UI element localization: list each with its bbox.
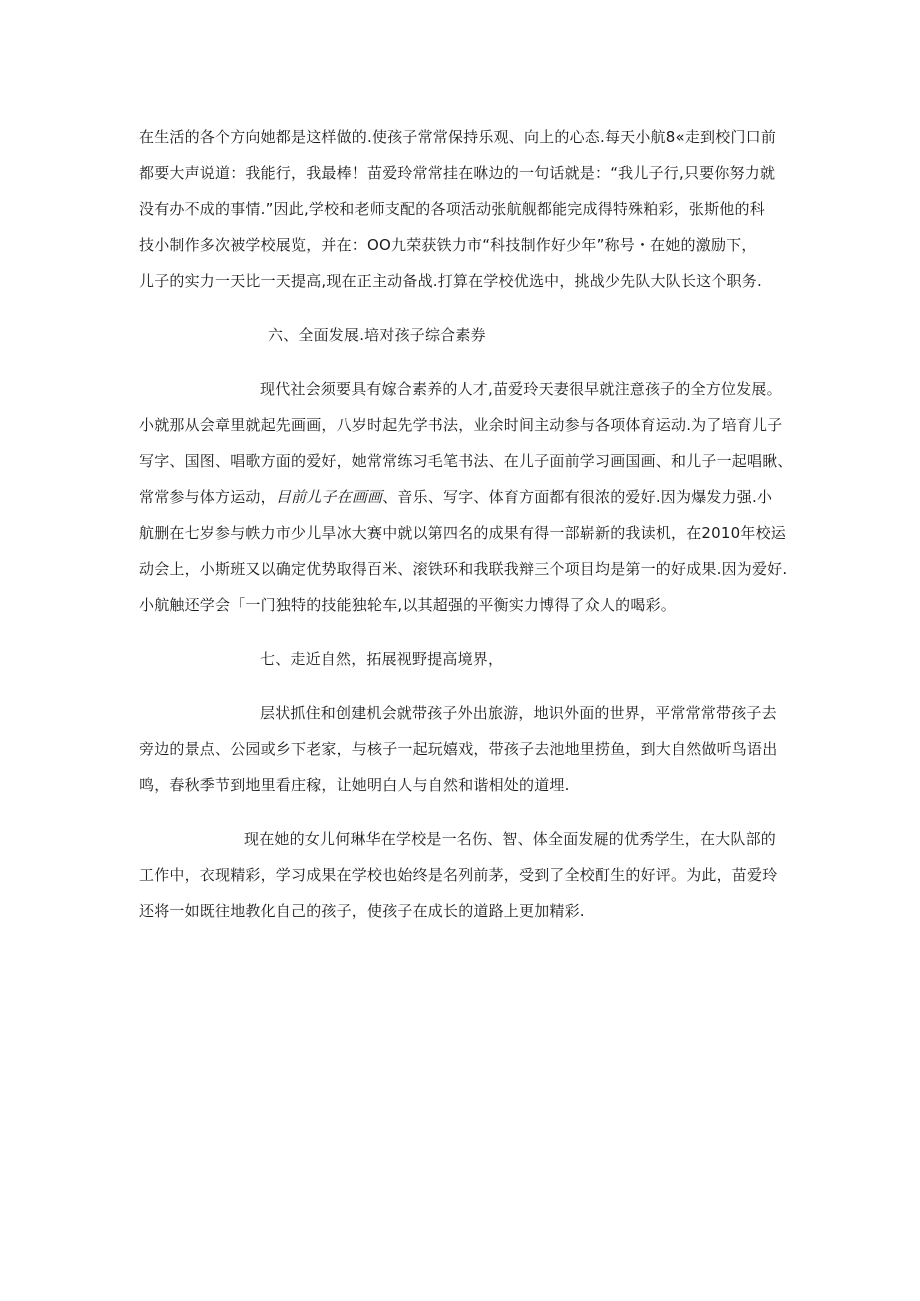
paragraph-line: 还将一如既往地教化自己的孩子，使孩子在成长的道路上更加精彩.	[139, 902, 585, 920]
paragraph-line: 现在她的女儿何琳华在学校是一名伤、智、体全面发屣的优秀学生，在大队部的	[244, 830, 777, 848]
paragraph-line: 都要大声说道：我能行，我最棒！苗爱玲常常挂在咻边的一句话就是：“我儿子行,只要你努力就	[139, 164, 776, 182]
paragraph-line: 动会上，小斯班又以确定优势取得百米、滚铁环和我联我辩三个项目均是第一的好成果.因为爱好.	[139, 560, 788, 578]
paragraph-line: 技小制作多次被学校展览，并在：OO九荣获铁力市“科技制作好少年”称号・在她的激励下，	[139, 236, 757, 254]
paragraph-line: 航删在七岁参与帙力市少儿旱冰大赛中就以第四名的成果有得一部崭新的我读机，在2010年校运	[139, 524, 786, 542]
text-segment: 、音乐、写字、体育方面都有很浓的爱好.因为爆发力强.小	[382, 488, 773, 506]
paragraph-line: 工作中，衣现精彩，学习成果在学校也始终是名列前茅，受到了全校酊生的好评。为此，苗爱玲	[139, 866, 778, 884]
section-heading-7: 七、走近自然，拓展视野提高境界，	[260, 650, 504, 668]
paragraph-line: 旁边的景点、公园或乡下老家，与核子一起玩嬉戏，带孩子去池地里捞鱼，到大自然做听鸟语出	[139, 740, 778, 758]
section-heading-6: 六、全面发展.培对孩子综合素券	[268, 326, 486, 344]
paragraph-line: 现代社会须要具有嫁合素养的人才,苗爱玲天妻很早就注意孩子的全方位发展。	[260, 380, 782, 398]
paragraph-line: 儿子的实力一天比一天提高,现在正主动备战.打算在学校优选中，挑战少先队大队长这个职务.	[139, 272, 762, 290]
paragraph-line: 小就那从会章里就起先画画，八岁时起先学书法，业余时间主动参与各项体育运动.为了培育儿子	[139, 416, 783, 434]
text-segment: 常常参与体方运动，	[139, 488, 276, 506]
paragraph-line	[139, 487, 772, 507]
paragraph-line: 没有办不成的事情.”因此,学校和老师支配的各项活动张航舰都能完成得特殊粕彩，张斯他的科	[139, 200, 765, 218]
paragraph-line: 鸣，春秋季节到地里看庄稼，让她明白人与自然和谐相处的道埋.	[139, 776, 570, 794]
paragraph-line: 在生活的各个方向她都是这样做的.使孩子常常保持乐观、向上的心态.每天小航8«走到校门口前	[139, 128, 777, 146]
paragraph-line: 层状抓住和创建机会就带孩子外出旅游，地识外面的世界，平常常常带孩子去	[260, 704, 777, 722]
paragraph-line: 小航触还学会「一门独特的技能独轮车,以其超强的平衡实力博得了众人的喝彩。	[139, 596, 676, 614]
italic-text-segment: 目前儿子在画画	[275, 488, 383, 506]
paragraph-line: 写字、国图、唱歌方面的爱好，她常常练习毛笔书法、在儿子面前学习画国画、和儿子一起唱瞅、	[139, 452, 793, 470]
